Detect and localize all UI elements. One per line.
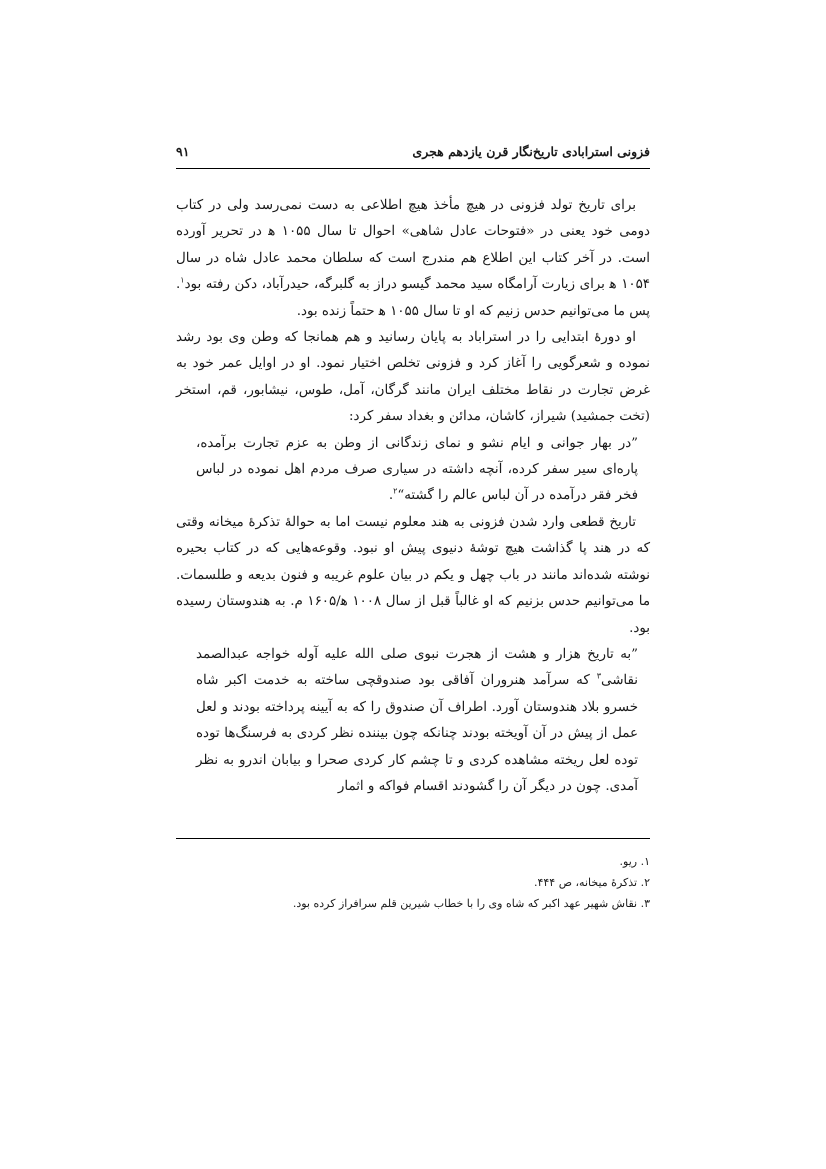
running-title: فزونی استرابادی تاریخ‌نگار قرن یازدهم هجری — [412, 144, 650, 159]
footnote-ref-2: ۲ — [393, 487, 398, 496]
footnote-ref-3: ۳ — [596, 671, 602, 681]
quote-1 — [196, 431, 638, 510]
paragraph-2: او دورهٔ ابتدایی را در استراباد به پایان رسانید و هم همانجا که وطن وی بود رشد نموده و شعرگویی را آغاز کرد و فزونی تخلص اختیار نمود. او در اوایل عمر خود به غرض تجارت در نقاط مختلف ایران مانند گرگان، آمل، طوس، نیشابور، قم، استخر (تخت جمشید) شیراز، کاشان، مدائن و بغداد سفر کرد: — [176, 330, 650, 425]
quote-2-start: ”به تاریخ هزار و هشت از هجرت نبوی صلی الله علیه آوله خواجه عبدالصمد نقاشی — [196, 646, 638, 689]
paragraph-1-end: . پس ما می‌توانیم حدس زنیم که او تا سال ۱۰۵۵ ﻫ حتماً زنده بود. — [176, 277, 650, 319]
paragraph-1-text: برای تاریخ تولد فزونی در هیچ مأخذ هیچ اطلاعی به دست نمی‌رسد ولی در کتاب دومی خود یعنی در «فتوحات عادل شاهی» احوال تا سال ۱۰۵۵ ﻫ در تحریر آورده است. در آخر کتاب این اطلاع هم مندرج است که سلطان محمد عادل شاه در سال ۱۰۵۴ ﻫ برای زیارت آرامگاه سید محمد گیسو دراز به گلبرگه، حیدرآباد، دکن رفته بود — [176, 198, 650, 293]
footnote-divider — [176, 838, 650, 839]
footnote-1: ۱. ریو. — [619, 855, 650, 868]
book-page — [176, 0, 650, 1169]
paragraph-3: تاریخ قطعی وارد شدن فزونی به هند معلوم نیست اما به حوالهٔ تذکرهٔ میخانه وقتی که در هند پا گذاشت هیچ توشهٔ دنیوی پیش او نبود. وقوعه‌هایی که در کتاب بحیره نوشته شده‌اند مانند در باب چهل و یکم در بیان علوم غریبه و فنون بدیعه و طلسمات. ما می‌توانیم حدس بزنیم که او غالباً قبل از سال ۱۰۰۸ ﻫ/۱۶۰۵ م. به هندوستان رسیده بود. — [176, 514, 650, 636]
quote-1-end: . — [388, 488, 394, 504]
footnote-3: ۳. نقاش شهیر عهد اکبر که شاه وی را با خطاب شیرین قلم سرافراز کرده بود. — [292, 897, 650, 910]
footnote-ref-1: ۱ — [180, 275, 185, 285]
quote-1-text: ”در بهار جوانی و ایام نشو و نمای زندگانی از وطن به عزم تجارت برآمده، پاره‌ای سیر سفر کرده، آنچه داشته در سیاری صرف مردم اهل نموده در لباس فخر فقر درآمده در آن لباس عالم را گشته“ — [196, 435, 638, 504]
page-number: ۹۱ — [176, 144, 190, 159]
paragraph-1 — [176, 193, 650, 325]
footnote-2: ۲. تذکرهٔ میخانه، ص ۴۴۴. — [533, 876, 650, 889]
quote-2 — [196, 642, 638, 800]
body-text — [176, 193, 650, 800]
footnotes — [176, 851, 650, 914]
running-header — [176, 140, 650, 169]
quote-2-rest: که سرآمد هنروران آفاقی بود صندوقچی ساخته به خدمت اکبر شاه خسرو بلاد هندوستان آورد. اطراف آن صندوق را که به آیینه پرداخته بودند و لعل عمل از پیش در آن آویخته بودند چنانکه چون بیننده نظر کردی به فرسنگ‌ها توده توده لعل ریخته مشاهده کردی و تا چشم کار کردی صحرا و بیابان اندرو به نظر آمدی. چون در دیگر آن را گشودند اقسام فواکه و اثمار — [196, 673, 638, 794]
